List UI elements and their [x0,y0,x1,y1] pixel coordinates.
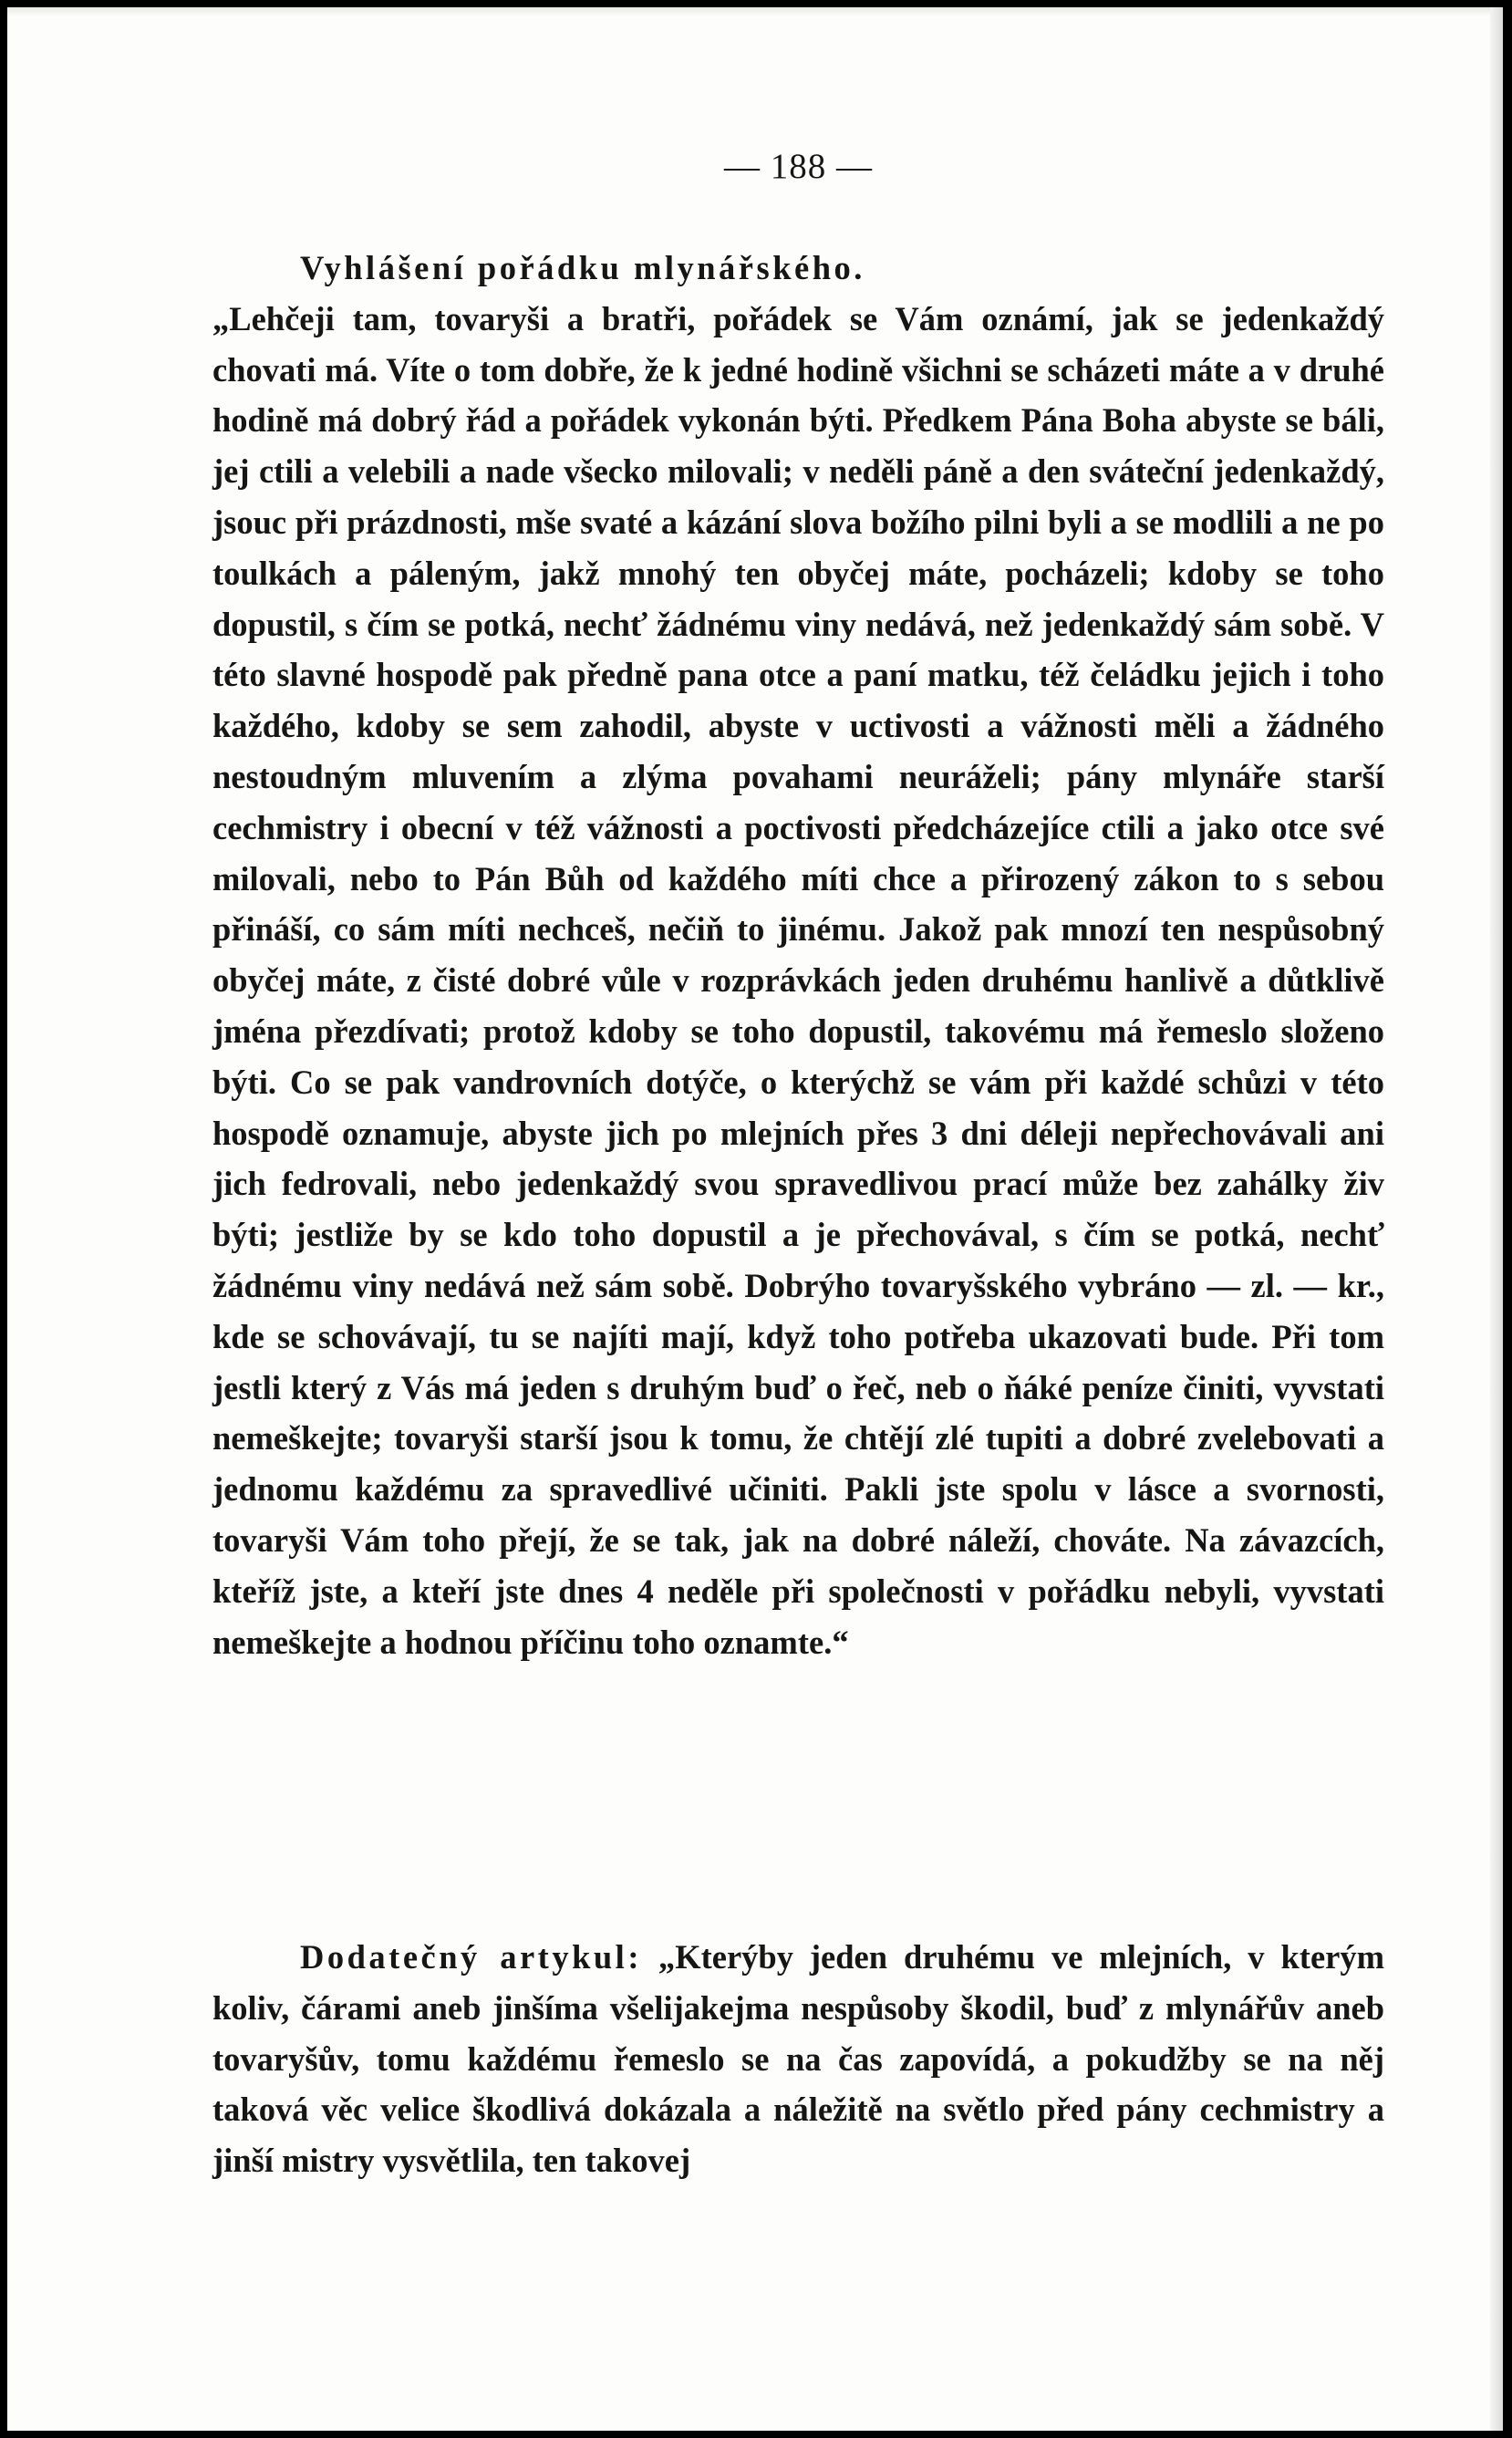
scanned-page [7,7,1503,2431]
additional-article-paragraph [212,1932,1384,2186]
additional-article-heading: Dodatečný artykul: [300,1938,642,1976]
proclamation-heading: Vyhlášení pořádku mlynářského. [300,249,865,286]
page-number: — 188 — [724,147,873,186]
proclamation-paragraph [212,243,1384,1667]
proclamation-section [212,243,1384,1667]
additional-article-body: „Kterýby jeden druhému ve mlejních, v kterým koliv, čárami aneb jinšíma všelijakejma nespůsoby škodil, buď z mlynářův aneb tovaryšův, tomu každému řemeslo se na čas zapovídá, a pokudžby se na něj taková věc velice škodlivá dokázala a náležitě na světlo před pány cechmistry a jinší mistry vysvětlila, ten takovej [212,1938,1385,2180]
scan-top-edge [7,7,1503,16]
scan-right-edge [1490,7,1503,2431]
additional-article-section [212,1932,1384,2186]
proclamation-body: „Lehčeji tam, tovaryši a bratři, pořádek se Vám oznámí, jak se jedenkaždý chovati má. Víte o tom dobře, že k jedné hodině všichni se scházeti máte a v druhé hodině má dobrý řád a pořádek vykonán býti. Předkem Pána Boha abyste se báli, jej ctili a velebili a nade všecko milovali; v neděli páně a den sváteční jedenkaždý, jsouc při prázdnosti, mše svaté a kázání slova božího pilni byli a se modlili a ne po toulkách a páleným, jakž mnohý ten obyčej máte, pocházeli; kdoby se toho dopustil, s čím se potká, nechť žádnému viny nedává, než jedenkaždý sám sobě. V této slavné hospodě pak předně pana otce a paní matku, též čeládku jejich i toho každého, kdoby se sem zahodil, abyste v uctivosti a vážnosti měli a žádného nestoudným mluvením a zlýma povahami neuráželi; pány mlynáře starší cechmistry i obecní v též vážnosti a poctivosti předcházejíce ctili a jako otce své milovali, nebo to Pán Bůh od každého míti chce a přirozený zákon to s sebou přináší, co sám míti nechceš, nečiň to jinému. Jakož pak mnozí ten nespůsobný obyčej máte, z čisté dobré vůle v rozprávkách jeden druhému hanlivě a důtklivě jména přezdívati; protož kdoby se toho dopustil, takovému má řemeslo složeno býti. Co se pak vandrovních dotýče, o kterýchž se vám při každé schůzi v této hospodě oznamuje, abyste jich po mlejních přes 3 dni déleji nepřechovávali ani jich fedrovali, nebo jedenkaždý svou spravedlivou prací může bez zahálky živ býti; jestliže by se kdo toho dopustil a je přechovával, s čím se potká, nechť žádnému viny nedává než sám sobě. Dobrýho tovaryšského vybráno — zl. — kr., kde se schovávají, tu se najíti mají, když toho potřeba ukazovati bude. Při tom jestli který z Vás má jeden s druhým buď o řeč, neb o ňáké peníze činiti, vyvstati nemeškejte; tovaryši starší jsou k tomu, že chtějí zlé tupiti a dobré zvelebovati a jednomu každému za spravedlivé učiniti. Pakli jste spolu v lásce a svornosti, tovaryši Vám toho přejí, že se tak, jak na dobré náleží, chováte. Na závazcích, kteříž jste, a kteří jste dnes 4 neděle při společnosti v pořádku nebyli, vyvstati nemeškejte a hodnou příčinu toho oznamte.“ [212,299,1384,1661]
